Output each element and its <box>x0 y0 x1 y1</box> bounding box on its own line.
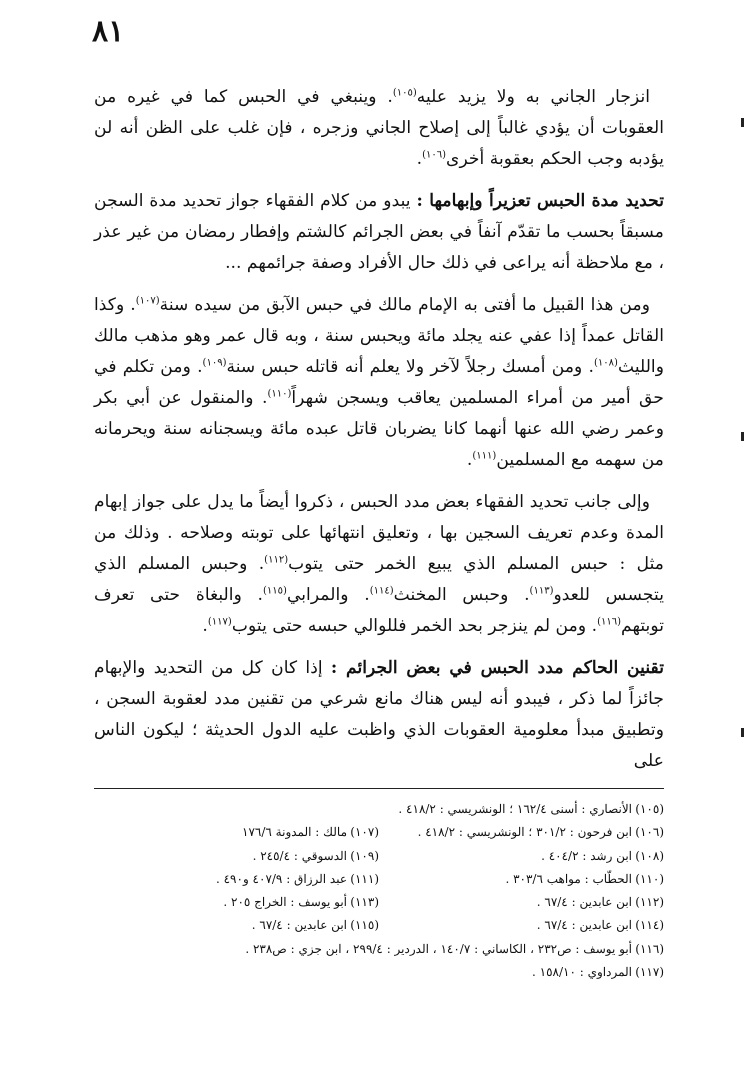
text-run: إذا كان كل من التحديد والإبهام جائزاً لما ذكر ، فيبدو أنه ليس هناك مانع شرعي من تقنين مدد لعقوبة السجن ، وتطبيق مبدأ معلومية العقوبات الذي واظبت عليه الدول الحديثة ؛ ليكون الناس على <box>94 658 664 771</box>
footnote-number: (١٠٨) <box>635 848 664 863</box>
text-run: . <box>416 149 423 169</box>
footnote <box>379 868 664 891</box>
footnote-row <box>94 868 664 891</box>
footnote <box>94 938 664 961</box>
footnote-ref[interactable]: (١١١) <box>472 450 497 462</box>
footnote <box>379 821 664 844</box>
footnote-ref[interactable]: (١١٢) <box>264 554 289 566</box>
footnote <box>379 914 664 937</box>
footnote-text: الدسوقي : ٢٤٥/٤ . <box>252 848 347 863</box>
footnote <box>94 914 379 937</box>
footnote-number: (١١٦) <box>635 941 664 956</box>
paragraph <box>94 487 664 642</box>
footnote-number: (١٠٥) <box>635 802 664 816</box>
footnote-number: (١٠٩) <box>350 848 379 863</box>
text-run: وإلى جانب تحديد الفقهاء بعض مدد الحبس ، ذكروا أيضاً ما يدل على جواز إبهام المدة وعدم تعريف السجين بها ، وتعليق انتهائها على توبته وصلاحه . وذلك من مثل : حبس المسلم الذي يبيع الخمر حتى يتوب <box>94 492 664 574</box>
footnote-number: (١١٤) <box>635 918 664 933</box>
footnote-ref[interactable]: (١١٣) <box>529 585 554 597</box>
footnote-row <box>94 891 664 914</box>
footnote <box>94 821 379 844</box>
text-run: . والمنقول عن أبي بكر وعمر رضي الله عنها أنهما كانا يضربان قاتل عبده مائة ويسجنانه سنة ويحرمانه من سهمه مع المسلمين <box>94 388 664 470</box>
text-run: يبدو من كلام الفقهاء جواز تحديد مدة السجن مسبقاً بحسب ما تقدّم آنفاً في بعض الجرائم كالشتم وإفطار رمضان من غير عذر ، مع ملاحظة أنه يراعى في ذلك حال الأفراد وصفة جرائمهم ... <box>94 191 664 273</box>
text-run: . <box>466 450 473 470</box>
footnote-number: (١١٢) <box>635 895 664 910</box>
footnote-ref[interactable]: (١١٧) <box>207 616 232 628</box>
footnote-ref[interactable]: (١٠٥) <box>392 87 417 99</box>
footnote <box>94 961 664 984</box>
footnote-number: (١١١) <box>350 871 379 886</box>
footnote-text: أبو يوسف : الخراج ٢٠٥ . <box>223 895 347 910</box>
footnote-text: أبو يوسف : ص٢٣٢ ، الكاساني : ١٤٠/٧ ، الدردير : ٢٩٩/٤ ، ابن جزي : ص٢٣٨ . <box>245 941 632 956</box>
footnote-text: ابن عابدين : ٦٧/٤ . <box>536 918 632 933</box>
footnote-row <box>94 845 664 868</box>
text-run: . والمرابي <box>286 585 370 605</box>
footnote-row <box>94 821 664 844</box>
text-run: . وحبس المسلم الذي يتجسس للعدو <box>94 554 664 605</box>
footnote-ref[interactable]: (١١٥) <box>263 585 287 597</box>
footnote-row <box>94 798 664 821</box>
text-run: انزجار الجاني به ولا يزيد عليه <box>416 87 650 107</box>
section-heading: تقنين الحاكم مدد الحبس في بعض الجرائم : <box>330 658 664 678</box>
footnote-text: ابن عابدين : ٦٧/٤ . <box>536 895 632 910</box>
footnote-ref[interactable]: (١١٦) <box>597 616 621 628</box>
text-run: . وكذا القاتل عمداً إذا عفي عنه يجلد مائة ويحبس سنة ، وبه قال عمر وهو مذهب مالك والليث <box>94 295 665 377</box>
footnote-ref[interactable]: (١٠٦) <box>422 149 446 161</box>
paragraph <box>94 82 664 175</box>
footnote-number: (١١٧) <box>635 965 664 980</box>
text-run: . وينبغي في الحبس كما في غيره من العقوبات أن يؤدي غالباً إلى إصلاح الجاني وزجره ، فإن غلب على الظن أنه لن يؤدبه وجب الحكم بعقوبة أخرى <box>94 87 664 169</box>
paragraph <box>94 186 664 279</box>
footnote-text: ابن عابدين : ٦٧/٤ . <box>251 918 347 933</box>
footnote-row <box>94 914 664 937</box>
footnote-number: (١٠٧) <box>350 825 379 840</box>
text-run: . <box>202 616 208 636</box>
body-text <box>94 82 664 788</box>
footnote <box>94 845 379 868</box>
footnote-row <box>94 961 664 984</box>
footnote-divider <box>94 788 664 789</box>
section-heading: تحديد مدة الحبس تعزيراً وإبهامها : <box>416 191 664 211</box>
footnote-ref[interactable]: (١١٠) <box>267 388 292 400</box>
text-run: . ومن تكلم في حق أمير من أمراء المسلمين يعاقب ويسجن شهراً <box>94 357 665 408</box>
footnote <box>94 798 664 821</box>
footnote-ref[interactable]: (١١٤) <box>369 585 394 597</box>
footnote-text: ابن رشد : ٤٠٤/٢ . <box>541 848 632 863</box>
text-run: . وحبس المخنث <box>393 585 530 605</box>
footnote-ref[interactable]: (١٠٩) <box>202 357 227 369</box>
footnote-text: المرداوي : ١٥٨/١٠ . <box>531 965 632 980</box>
page-number: ٨١ <box>92 14 125 49</box>
footnote-text: الحطّاب : مواهب ٣٠٣/٦ . <box>505 871 632 886</box>
footnote-number: (١١٣) <box>350 895 379 910</box>
footnote-number: (١١٥) <box>350 918 379 933</box>
paragraph <box>94 653 664 777</box>
footnote <box>379 891 664 914</box>
text-run: ومن هذا القبيل ما أفتى به الإمام مالك في حبس الآبق من سيده سنة <box>159 295 650 315</box>
footnote-text: الأنصاري : أسنى ١٦٢/٤ ؛ الونشريسي : ٤١٨/٢ . <box>398 802 632 816</box>
paragraph <box>94 290 664 476</box>
footnotes <box>94 798 664 984</box>
footnote-text: ابن فرحون : ٣٠١/٢ ؛ الونشريسي : ٤١٨/٢ . <box>417 825 632 840</box>
text-run: . ومن لم ينزجر بحد الخمر فللوالي حبسه حتى يتوب <box>231 616 598 636</box>
footnote-number: (١٠٦) <box>635 825 664 840</box>
text-run: . ومن أمسك رجلاً لآخر ولا يعلم أنه قاتله حبس سنة <box>226 357 594 377</box>
footnote-ref[interactable]: (١٠٧) <box>135 295 160 307</box>
footnote <box>94 891 379 914</box>
footnote-text: عبد الرزاق : ٤٠٧/٩ و٤٩٠ . <box>215 871 347 886</box>
footnote <box>379 845 664 868</box>
footnote <box>94 868 379 891</box>
text-run: . والبغاة حتى تعرف توبتهم <box>94 585 664 636</box>
footnote-text: مالك : المدونة ١٧٦/٦ <box>242 825 347 840</box>
footnote-row <box>94 938 664 961</box>
footnote-number: (١١٠) <box>635 871 664 886</box>
footnote-ref[interactable]: (١٠٨) <box>594 357 618 369</box>
